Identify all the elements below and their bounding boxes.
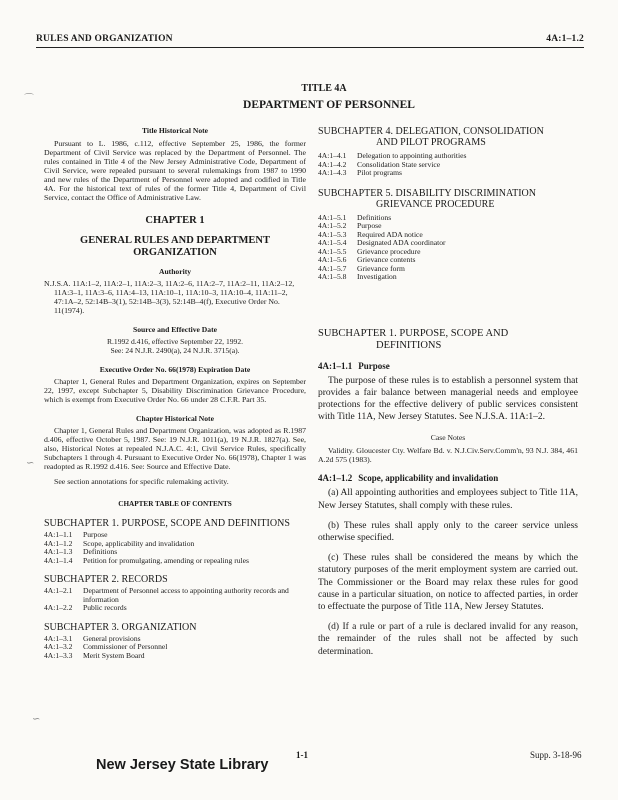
margin-mark: ∽: [26, 458, 35, 469]
title: TITLE 4A: [301, 83, 347, 94]
toc-subchapter-heading: SUBCHAPTER 5. DISABILITY DISCRIMINATION GRIEVANCE PROCEDURE: [318, 187, 536, 210]
rule-1-2-para: (a) All appointing authorities and employees subject to Title 11A, New Jersey Statutes, shall comply with these rules.: [318, 488, 578, 511]
toc-entry: 4A:1–3.3 Merit System Board: [44, 650, 145, 660]
margin-mark: ∽: [32, 714, 41, 725]
historical-note: Pursuant to L. 1986, c.112, effective September 25, 1986, the former Department of Civil Service was replaced by the Department of Personnel. The rules contained in Title 4 of the New Jersey Administrative Code, Department of Civil Service, were repealed pursuant to several rulemakings from 1987 to 1990 and new rules of the Department of Personnel were adopted and codified in Title 4A. For the historical text of rules of the former Title 4, Department of Civil Service, contact the Office of Administrative Law.: [44, 139, 306, 202]
source-line-1: R.1992 d.416, effective September 22, 1992.: [106, 337, 244, 346]
source-line-2: See: 24 N.J.R. 2490(a), 24 N.J.R. 3715(a).: [110, 346, 240, 355]
case-notes-text: Validity. Gloucester Cty. Welfare Bd. v. N.J.Civ.Serv.Comm'n, 93 N.J. 384, 461 A.2d 575 (1983).: [318, 446, 578, 465]
header-right: 4A:1–1.2: [546, 34, 584, 44]
toc-entry: 4A:1–5.8 Investigation: [318, 272, 397, 281]
see-section-note: See section annotations for specific rulemaking activity.: [54, 477, 229, 486]
right-column: [318, 126, 578, 666]
toc-entry: 4A:1–1.1 Purpose: [44, 530, 108, 539]
authority-label: Authority: [158, 267, 192, 276]
toc-entry: 4A:1–5.4 Designated ADA coordinator: [318, 238, 446, 247]
toc-title: CHAPTER TABLE OF CONTENTS: [118, 500, 232, 508]
department-title: DEPARTMENT OF PERSONNEL: [243, 99, 415, 111]
toc-entry: 4A:1–5.6 Grievance contents: [318, 255, 416, 264]
left-column: [44, 126, 306, 660]
toc-entry: 4A:1–5.5 Grievance procedure: [318, 246, 421, 256]
toc-subchapter-heading: SUBCHAPTER 1. PURPOSE, SCOPE AND DEFINITIONS: [44, 518, 290, 529]
header-left: RULES AND ORGANIZATION: [36, 34, 173, 44]
margin-mark: ⌒: [24, 94, 34, 105]
toc-entry: 4A:1–5.7 Grievance form: [318, 263, 405, 273]
toc-entry: 4A:1–1.4 Petition for promulgating, amending or repealing rules: [44, 555, 249, 565]
toc-entry: 4A:1–3.2 Commissioner of Personnel: [44, 642, 168, 651]
toc-entry: 4A:1–4.3 Pilot programs: [318, 168, 402, 177]
expiration-text: Chapter 1, General Rules and Department Organization, expires on September 22, 1997, except Subchapter 5, Disability Discrimination Grievance Procedure, which is exempt from Executive Order No. 66 under 28 C.F.R. Part 35.: [44, 377, 306, 404]
toc-entry: 4A:1–5.1 Definitions: [318, 212, 392, 222]
toc-entry: 4A:1–5.2 Purpose: [318, 221, 382, 230]
source-label: Source and Effective Date: [132, 325, 217, 334]
historical-note-title: Title Historical Note: [141, 126, 209, 135]
rule-1-2-para: (c) These rules shall be considered the means by which the statutory purposes of the merit employment system are carried out. The Commissioner or the Board may relax these rules for good cause in a particular situation, on notice to affected parties, in order to effectuate the purpose of Title 11A, New Jersey Statutes.: [318, 553, 578, 612]
title-block: [0, 83, 618, 111]
library-stamp: New Jersey State Library: [96, 757, 269, 773]
chapter-title: GENERAL RULES AND DEPARTMENT ORGANIZATION: [80, 235, 270, 258]
header-rule: [36, 47, 584, 48]
toc-entry: 4A:1–3.1 General provisions: [44, 633, 141, 643]
case-notes-label: Case Notes: [430, 433, 466, 443]
toc-entry: 4A:1–4.1 Delegation to appointing authorities: [318, 151, 467, 160]
running-header: [36, 34, 584, 44]
rule-1-1-text: The purpose of these rules is to establish a personnel system that provides a fair balance between managerial needs and employee protections for the effective delivery of public services consistent with Title 11A, New Jersey Statutes. See N.J.S.A. 11A:1–2.: [318, 375, 578, 423]
page-number: 1-1: [296, 750, 308, 760]
toc-subchapter-heading: SUBCHAPTER 2. RECORDS: [44, 574, 168, 585]
rule-heading-1-1: 4A:1–1.1 Purpose: [318, 360, 390, 371]
toc-entry: 4A:1–2.2 Public records: [44, 603, 127, 612]
toc-subchapter-heading: SUBCHAPTER 4. DELEGATION, CONSOLIDATION AND PILOT PROGRAMS: [318, 126, 544, 148]
toc-subchapter-heading: SUBCHAPTER 3. ORGANIZATION: [44, 621, 197, 633]
subchapter-1-heading: SUBCHAPTER 1. PURPOSE, SCOPE AND DEFINITIONS: [318, 327, 509, 351]
toc-entry: 4A:1–1.2 Scope, applicability and invalidation: [44, 538, 195, 548]
chapter-heading: CHAPTER 1: [145, 215, 205, 226]
chapter-note-text: Chapter 1, General Rules and Department Organization, was adopted as R.1987 d.406, effective October 5, 1987. See: 19 N.J.R. 1011(a), 19 N.J.R. 1827(a). See, also, Historical Notes at repealed N.J.A.C. 4:1, Civil Service Rules, specifically Subchapters 1 through 4. Pursuant to Executive Order No. 66(1978), Chapter 1 was readopted as R.1992 d.416. See: Source and Effective Date.: [44, 426, 306, 471]
toc-entry: 4A:1–2.1 Department of Personnel access to appointing authority records and information: [44, 586, 289, 604]
rule-1-2-para: (d) If a rule or part of a rule is declared invalid for any reason, the remainder of the rules shall not be affected by such determination.: [318, 622, 578, 657]
toc-entry: 4A:1–1.3 Definitions: [44, 547, 118, 556]
expiration-label: Executive Order No. 66(1978) Expiration Date: [99, 365, 251, 374]
toc-entry: 4A:1–4.2 Consolidation State service: [318, 159, 441, 169]
rule-heading-1-2: 4A:1–1.2 Scope, applicability and invalidation: [318, 473, 499, 484]
chapter-note-label: Chapter Historical Note: [136, 414, 214, 423]
supplement-date: Supp. 3-18-96: [530, 750, 582, 760]
toc-entry: 4A:1–5.3 Required ADA notice: [318, 229, 423, 239]
rule-1-2-para: (b) These rules shall apply only to the career service unless otherwise specified.: [318, 520, 578, 543]
authority-text: N.J.S.A. 11A:1–2, 11A:2–1, 11A:2–3, 11A:2–6, 11A:2–7, 11A:2–11, 11A:2–12, 11A:3–1, 11A:3–6, 11A:4–13, 11A:10–1, 11A:10–3, 11A:10–4, 11A:11–2, 47:1A–2, 52:14B–3(1), 52:14B–3(3), 52:14B–4(f), Executive Order No. 11(1974).: [44, 279, 295, 315]
